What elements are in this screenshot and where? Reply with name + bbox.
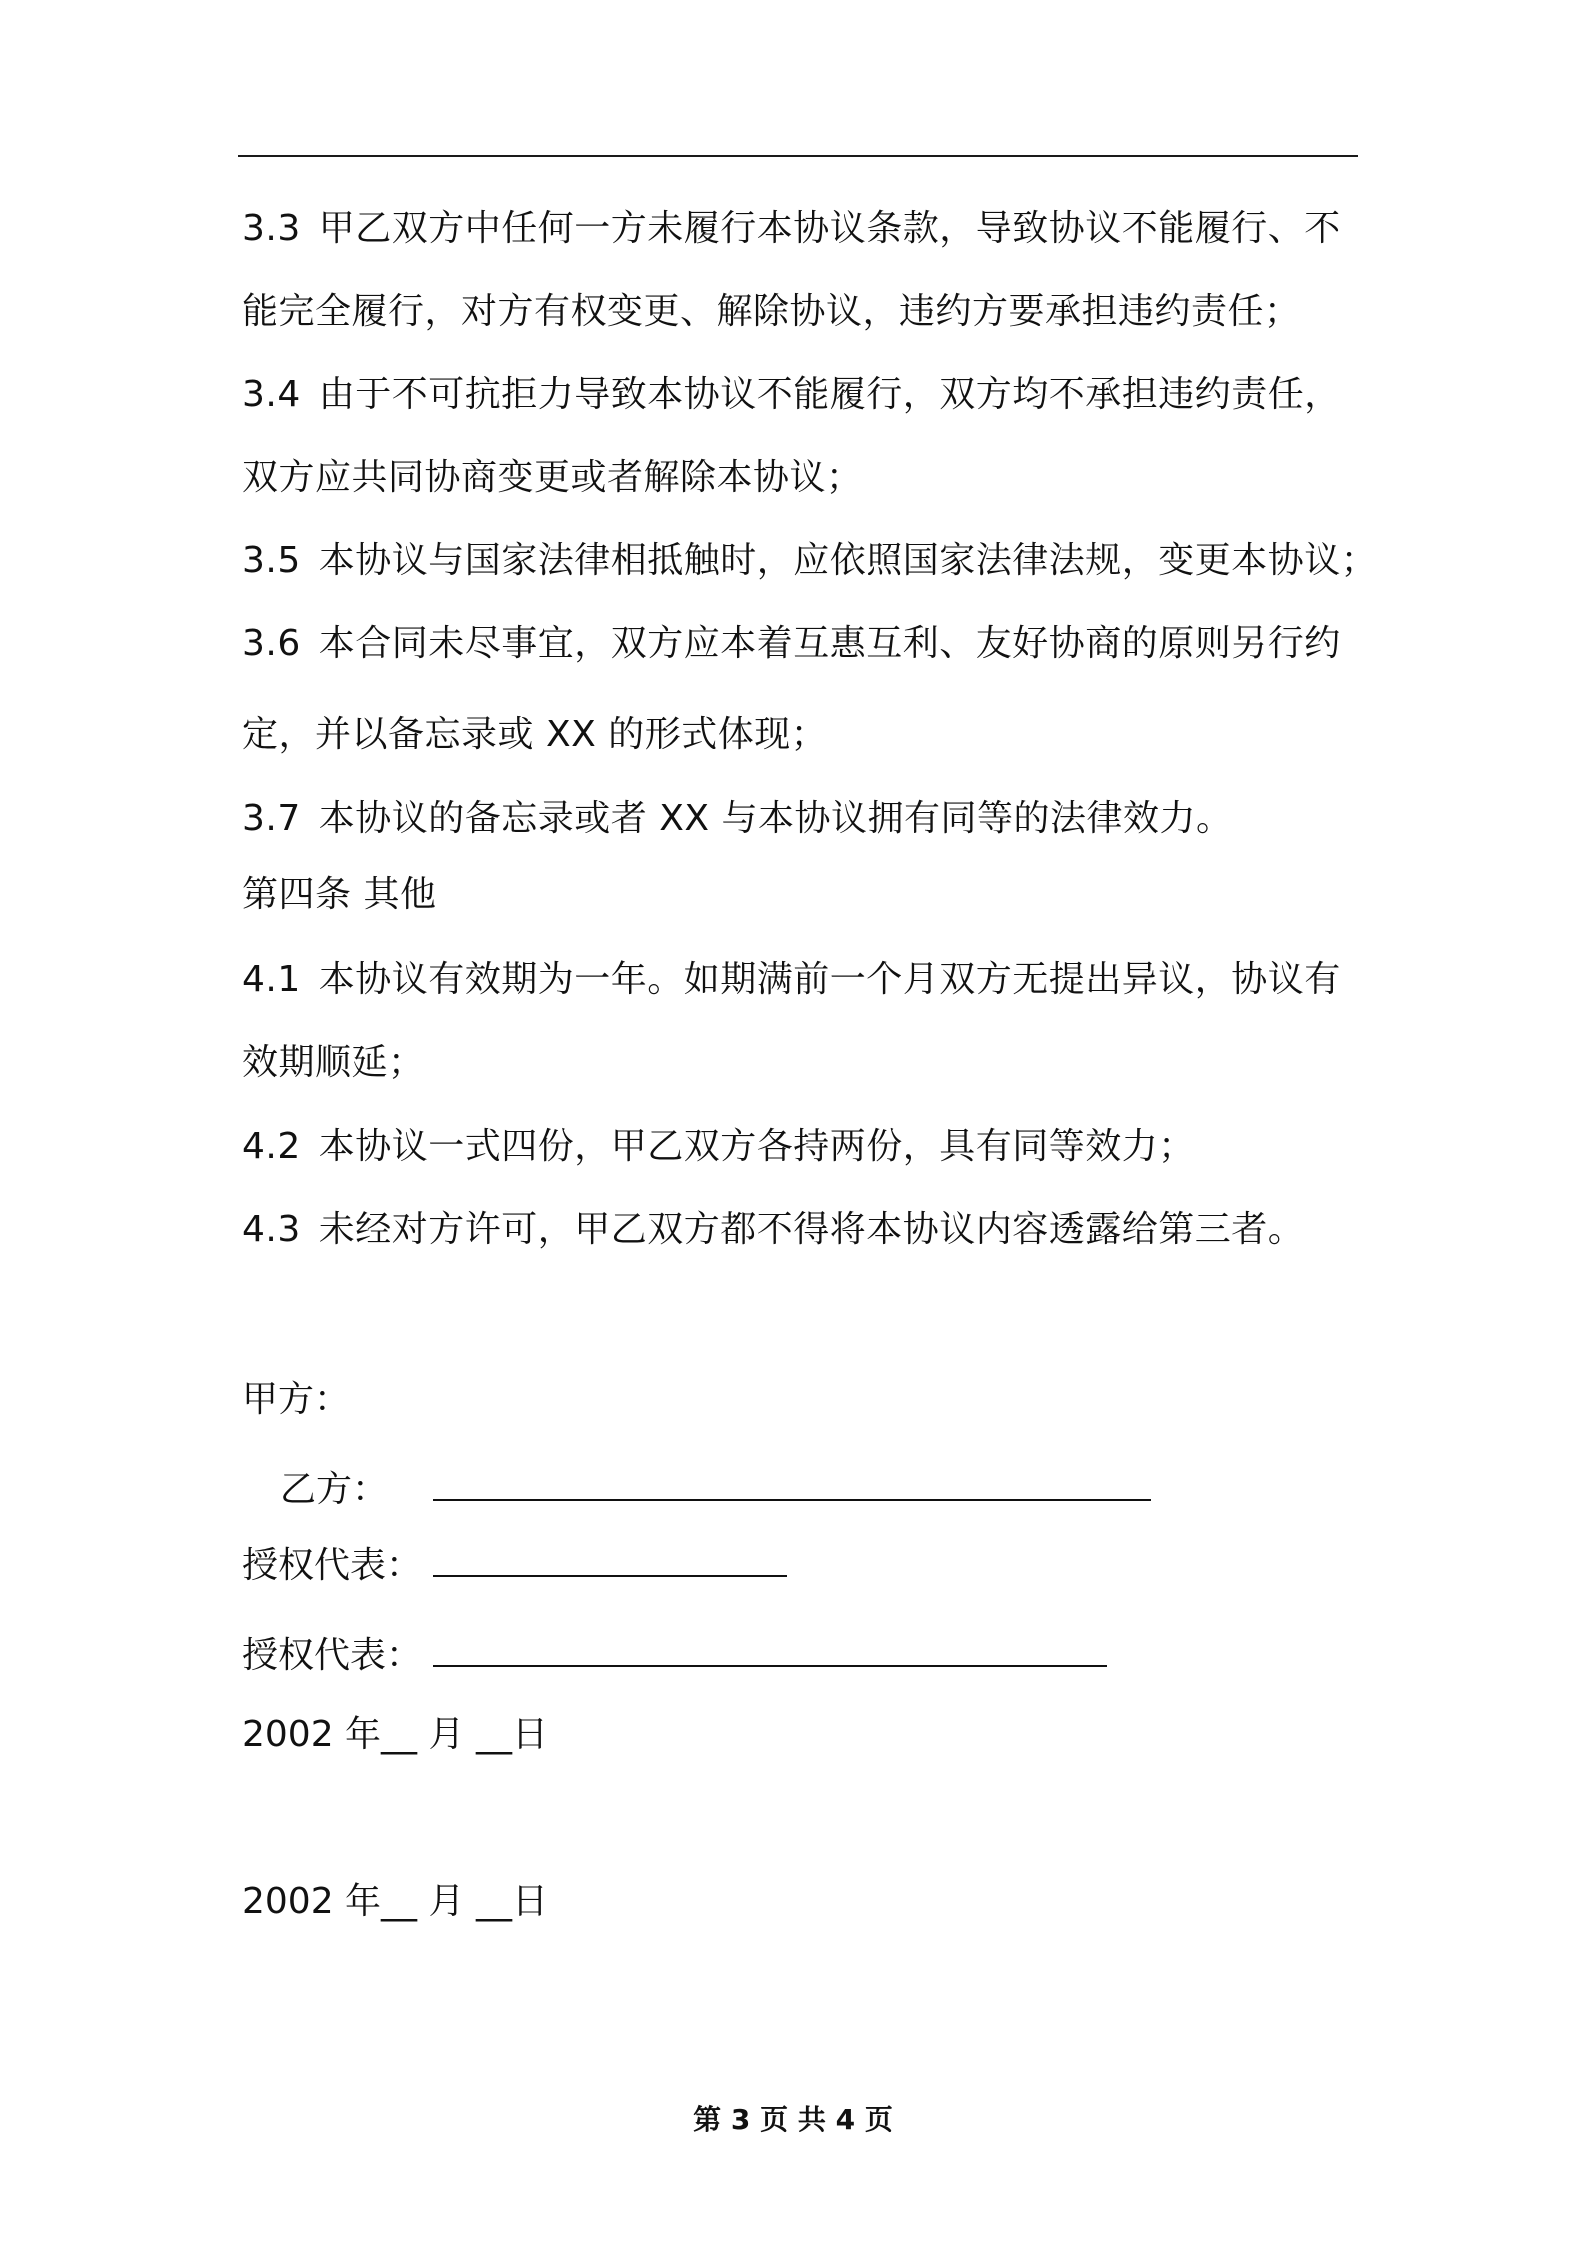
rep1-label: 授权代表： (242, 1545, 423, 1586)
party-b-row (280, 1468, 1151, 1512)
date-line-1: 2002 年__ 月 __日 (242, 1714, 548, 1755)
clause-line: 能完全履行，对方有权变更、解除协议，违约方要承担违约责任； (242, 291, 1301, 332)
rep1-row (242, 1544, 787, 1588)
party-b-label: 乙方： (280, 1469, 389, 1510)
rep2-label: 授权代表： (242, 1635, 423, 1676)
rep1-signature-line[interactable] (433, 1545, 787, 1577)
header-rule (238, 155, 1358, 157)
page-number: 第 3 页 共 4 页 (693, 2103, 893, 2136)
section-heading: 第四条 其他 (242, 874, 437, 915)
clause-line: 3.5 本协议与国家法律相抵触时，应依照国家法律法规，变更本协议； (242, 540, 1378, 581)
rep2-row (242, 1634, 1107, 1678)
clause-line: 效期顺延； (242, 1042, 425, 1083)
clause-line: 定，并以备忘录或 XX 的形式体现； (242, 714, 828, 755)
party-b-signature-line[interactable] (433, 1469, 1151, 1501)
rep2-signature-line[interactable] (433, 1635, 1107, 1667)
clause-line: 双方应共同协商变更或者解除本协议； (242, 457, 863, 498)
clause-line: 4.1 本协议有效期为一年。如期满前一个月双方无提出异议，协议有 (242, 959, 1341, 1000)
clause-line: 4.3 未经对方许可，甲乙双方都不得将本协议内容透露给第三者。 (242, 1209, 1305, 1250)
clause-line: 4.2 本协议一式四份，甲乙双方各持两份，具有同等效力； (242, 1126, 1195, 1167)
date-line-2: 2002 年__ 月 __日 (242, 1881, 548, 1922)
clause-line: 3.6 本合同未尽事宜，双方应本着互惠互利、友好协商的原则另行约 (242, 623, 1341, 664)
clause-line: 3.3 甲乙双方中任何一方未履行本协议条款，导致协议不能履行、不 (242, 208, 1341, 249)
clause-line: 3.4 由于不可抗拒力导致本协议不能履行，双方均不承担违约责任， (242, 374, 1341, 415)
clause-line: 3.7 本协议的备忘录或者 XX 与本协议拥有同等的法律效力。 (242, 798, 1233, 839)
party-a-label: 甲方： (242, 1379, 351, 1420)
